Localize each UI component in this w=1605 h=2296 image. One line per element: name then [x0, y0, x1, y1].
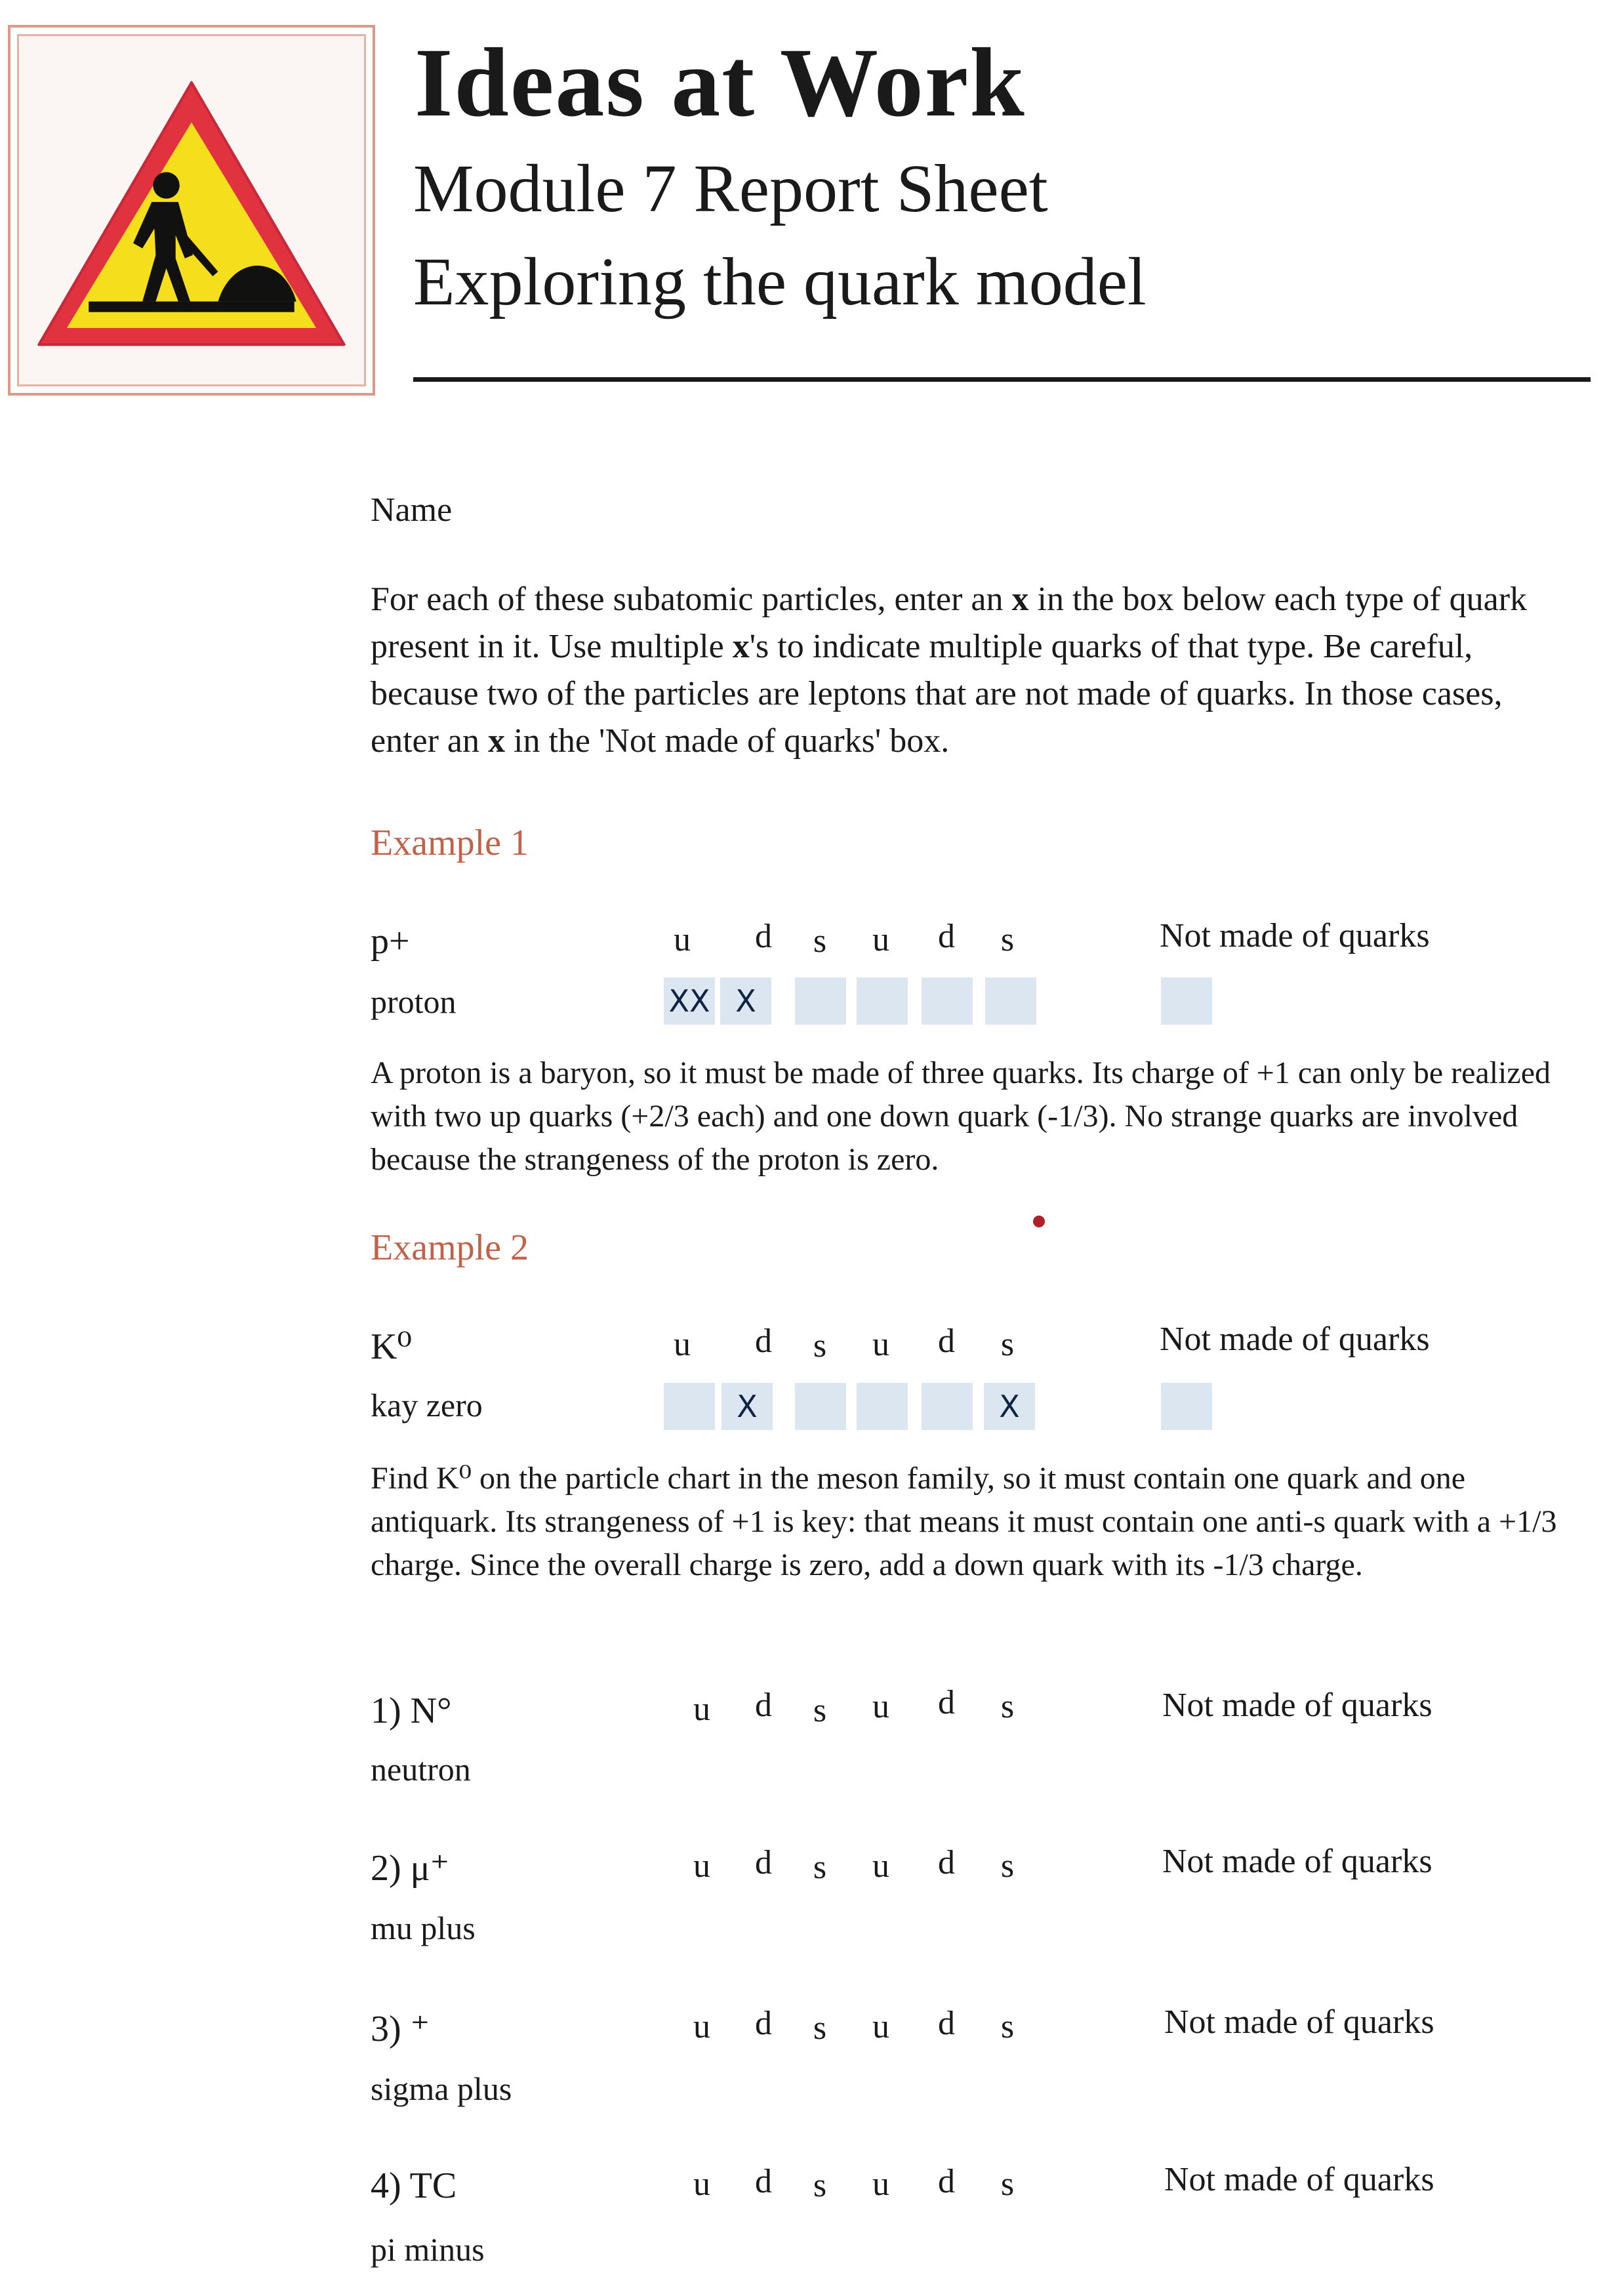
example-2-box-not-made[interactable] [1161, 1383, 1212, 1430]
example-2-explanation: Find K⁰ on the particle chart in the meson family, so it must contain one quark and one antiquark. Its strangeness of +1 is key: that means it must contain one anti-s quark with a +1/3 charge. Since the overall charge is zero, add a down quark with its -1/3 charge. [371, 1461, 1557, 1582]
not-made-of-quarks-label: Not made of quarks [1160, 917, 1430, 954]
quark-label-anti-u: u [872, 2008, 889, 2045]
stray-dot [1033, 1216, 1045, 1227]
question-4-symbol: 4) TC [371, 2165, 457, 2206]
question-2-name: mu plus [371, 1910, 476, 1946]
page-title: Ideas at Work [415, 28, 1026, 137]
question-2-symbol: 2) μ⁺ [371, 1848, 450, 1889]
quark-label-s: s [813, 1692, 827, 1729]
example-1-name: proton [371, 983, 457, 1020]
example-1-box-anti-d[interactable] [922, 977, 973, 1025]
example-1-box-not-made[interactable] [1161, 977, 1212, 1025]
example-2-symbol: K⁰ [371, 1326, 412, 1367]
quark-label-s: s [813, 1327, 827, 1364]
quark-label-d: d [755, 1687, 772, 1724]
quark-label-d: d [755, 2163, 772, 2200]
example-2-box-d[interactable]: X [721, 1383, 773, 1430]
quark-label-s: s [813, 922, 827, 960]
quark-label-u: u [674, 921, 691, 958]
quark-label-anti-s: s [1000, 2165, 1015, 2203]
example-1-heading: Example 1 [371, 823, 529, 863]
example-2-heading: Example 2 [371, 1227, 529, 1268]
question-1-name: neutron [371, 1751, 471, 1788]
quark-label-u: u [674, 1326, 691, 1363]
quark-label-anti-d: d [938, 2005, 955, 2042]
topic-subtitle: Exploring the quark model [413, 244, 1147, 319]
question-3-symbol: 3) ⁺ [371, 2009, 430, 2049]
quark-label-d: d [755, 1322, 772, 1360]
quark-label-s: s [813, 2167, 827, 2204]
quark-label-anti-u: u [872, 1688, 889, 1725]
example-2-name: kay zero [371, 1387, 483, 1424]
quark-label-anti-d: d [938, 1322, 955, 1360]
quark-label-anti-u: u [872, 2165, 889, 2203]
quark-label-d: d [755, 918, 772, 955]
example-1-explanation: A proton is a baryon, so it must be made of three quarks. Its charge of +1 can only be realized with two up quarks (+2/3 each) and one down quark (-1/3). No strange quarks are involved because the strangeness of the proton is zero. [371, 1056, 1551, 1177]
not-made-of-quarks-label: Not made of quarks [1162, 1687, 1432, 1724]
quark-label-anti-s: s [1000, 1326, 1015, 1363]
name-label: Name [371, 491, 453, 529]
example-1-box-u[interactable]: XX [664, 977, 715, 1025]
quark-label-anti-s: s [1000, 921, 1015, 958]
quark-label-d: d [755, 2005, 772, 2042]
quark-label-anti-d: d [938, 1844, 955, 1881]
example-1-box-s[interactable] [795, 977, 846, 1025]
quark-label-anti-u: u [872, 1326, 889, 1363]
example-2-box-anti-s[interactable]: X [984, 1383, 1035, 1430]
quark-label-anti-s: s [1000, 1688, 1015, 1725]
quark-label-anti-d: d [938, 2163, 955, 2200]
example-2-box-u[interactable] [664, 1383, 715, 1430]
question-1-symbol: 1) N° [371, 1691, 452, 1731]
quark-label-u: u [693, 2165, 710, 2203]
question-4-name: pi minus [371, 2231, 485, 2268]
example-1-box-anti-u[interactable] [857, 977, 908, 1025]
instructions: For each of these subatomic particles, enter an x in the box below each type of quark present in it. Use multiple x's to indicate multiple quarks of that type. Be careful, because two of the particles are leptons that are not made of quarks. In those cases, enter an x in the 'Not made of quarks' box. [371, 581, 1528, 760]
quark-label-anti-s: s [1000, 1847, 1015, 1885]
quark-label-anti-u: u [872, 1847, 889, 1885]
not-made-of-quarks-label: Not made of quarks [1164, 2003, 1434, 2041]
quark-label-u: u [693, 1691, 710, 1728]
roadworks-sign-graphic [19, 36, 364, 384]
not-made-of-quarks-label: Not made of quarks [1162, 1843, 1432, 1880]
quark-label-anti-d: d [938, 918, 955, 955]
question-3-name: sigma plus [371, 2070, 512, 2107]
quark-label-s: s [813, 1849, 827, 1886]
quark-label-u: u [693, 2008, 710, 2045]
example-1-box-anti-s[interactable] [985, 977, 1036, 1025]
quark-label-d: d [755, 1844, 772, 1881]
quark-label-anti-s: s [1000, 2008, 1015, 2045]
example-2-box-s[interactable] [795, 1383, 846, 1430]
quark-label-u: u [693, 1847, 710, 1885]
quark-label-anti-u: u [872, 921, 889, 958]
quark-label-anti-d: d [938, 1684, 955, 1721]
module-subtitle: Module 7 Report Sheet [413, 151, 1048, 226]
quark-label-s: s [813, 2009, 827, 2047]
example-1-symbol: p+ [371, 921, 410, 962]
example-1-box-d[interactable]: X [720, 977, 771, 1025]
not-made-of-quarks-label: Not made of quarks [1164, 2161, 1434, 2198]
roadworks-sign-icon [17, 34, 366, 386]
header-divider [413, 377, 1591, 382]
example-2-box-anti-u[interactable] [857, 1383, 908, 1430]
logo-frame [8, 25, 375, 396]
not-made-of-quarks-label: Not made of quarks [1160, 1321, 1430, 1358]
example-2-box-anti-d[interactable] [922, 1383, 973, 1430]
